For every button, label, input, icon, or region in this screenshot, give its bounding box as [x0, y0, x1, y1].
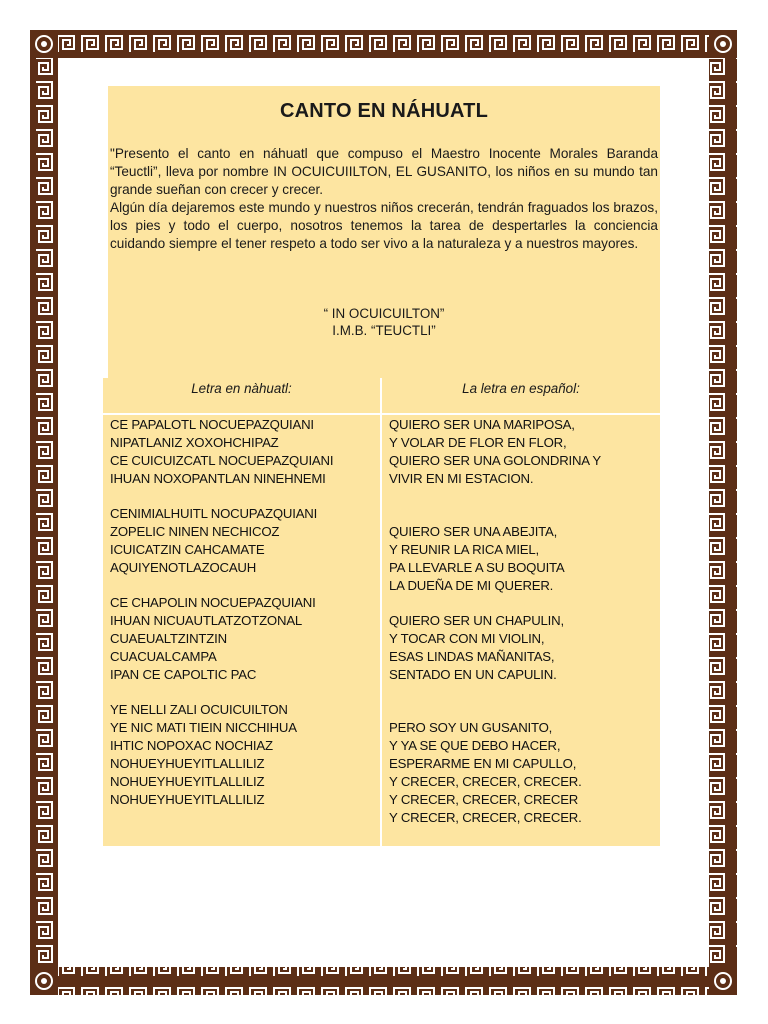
spanish-lyrics-column — [389, 416, 601, 827]
lyric-line: NOHUEYHUEYITLALLILIZ — [110, 792, 265, 807]
lyric-line: CE PAPALOTL NOCUEPAZQUIANI — [110, 417, 314, 432]
lyric-line: QUIERO SER UNA ABEJITA, — [389, 524, 558, 539]
lyric-line: NOHUEYHUEYITLALLILIZ — [110, 756, 265, 771]
signature-author: I.M.B. “TEUCTLI” — [332, 323, 436, 338]
lyric-line: IHTIC NOPOXAC NOCHIAZ — [110, 738, 273, 753]
header-nahuatl: Letra en nàhuatl: — [191, 381, 292, 396]
lyrics-table — [103, 378, 660, 846]
lyrics-stanza — [389, 416, 601, 488]
lyric-line: SENTADO EN UN CAPULIN. — [389, 667, 557, 682]
lyrics-stanza — [389, 719, 601, 827]
lyric-line: IHUAN NICUAUTLATZOTZONAL — [110, 613, 303, 628]
lyric-line: ICUICATZIN CAHCAMATE — [110, 542, 265, 557]
lyrics-stanza — [110, 416, 333, 488]
corner-ornament-icon — [709, 30, 737, 58]
lyric-line: Y CRECER, CRECER, CRECER — [389, 792, 579, 807]
lyric-line: AQUIYENOTLAZOCAUH — [110, 560, 257, 575]
lyric-line: Y CRECER, CRECER, CRECER. — [389, 810, 582, 825]
lyric-line: CE CHAPOLIN NOCUEPAZQUIANI — [110, 595, 316, 610]
lyrics-stanza — [110, 505, 333, 577]
intro-paragraph: "Presento el canto en náhuatl que compuso el Maestro Inocente Morales Baranda “Teuctli”, lleva por nombre IN OCUICUIILTON, EL GUSANITO, los niños en su mundo tan grande sueñan con crecer y crecer. — [110, 146, 658, 197]
lyric-line: ZOPELIC NINEN NECHICOZ — [110, 524, 280, 539]
intro-text — [110, 145, 658, 253]
lyric-line: QUIERO SER UN CHAPULIN, — [389, 613, 564, 628]
lyrics-stanza — [110, 594, 333, 684]
nahuatl-lyrics-column — [110, 416, 333, 809]
lyric-line: CE CUICUIZCATL NOCUEPAZQUIANI — [110, 453, 334, 468]
lyric-line: IPAN CE CAPOLTIC PAC — [110, 667, 257, 682]
lyric-line: CUACUALCAMPA — [110, 649, 217, 664]
lyric-line: Y TOCAR CON MI VIOLIN, — [389, 631, 545, 646]
lyric-line: Y YA SE QUE DEBO HACER, — [389, 738, 561, 753]
lyric-line: CUAEUALTZINTZIN — [110, 631, 227, 646]
lyrics-stanza — [110, 701, 333, 809]
lyric-line: VIVIR EN MI ESTACION. — [389, 471, 534, 486]
page-title: CANTO EN NÁHUATL — [279, 100, 488, 122]
lyric-line: QUIERO SER UNA GOLONDRINA Y — [389, 453, 601, 468]
header-spanish: La letra en español: — [462, 381, 580, 396]
intro-paragraph: Algún día dejaremos este mundo y nuestros niños crecerán, tendrán fraguados los brazos, los pies y todo el cuerpo, nosotros tenemos la tarea de despertarles la conciencia cuidando siempre el tener respeto a todo ser vivo a la naturaleza y a nuestros mayores. — [110, 200, 658, 251]
lyrics-stanza — [389, 523, 601, 595]
lyric-line: PERO SOY UN GUSANITO, — [389, 720, 553, 735]
lyric-line: YE NIC MATI TIEIN NICCHIHUA — [110, 720, 297, 735]
corner-ornament-icon — [30, 967, 58, 995]
lyric-line: QUIERO SER UNA MARIPOSA, — [389, 417, 575, 432]
lyric-line: NOHUEYHUEYITLALLILIZ — [110, 774, 265, 789]
signature — [108, 305, 660, 339]
lyric-line: LA DUEÑA DE MI QUERER. — [389, 578, 554, 593]
lyric-line: Y VOLAR DE FLOR EN FLOR, — [389, 435, 567, 450]
intro-panel — [108, 86, 660, 378]
lyric-line: IHUAN NOXOPANTLAN NINEHNEMI — [110, 471, 326, 486]
signature-song-name: “ IN OCUICUILTON” — [323, 306, 445, 321]
header-divider — [103, 413, 660, 415]
column-divider — [380, 378, 382, 846]
lyric-line: CENIMIALHUITL NOCUPAZQUIANI — [110, 506, 318, 521]
lyric-line: ESPERARME EN MI CAPULLO, — [389, 756, 577, 771]
lyric-line: PA LLEVARLE A SU BOQUITA — [389, 560, 565, 575]
lyric-line: NIPATLANIZ XOXOHCHIPAZ — [110, 435, 279, 450]
corner-ornament-icon — [30, 30, 58, 58]
lyrics-stanza — [389, 612, 601, 684]
corner-ornament-icon — [709, 967, 737, 995]
lyric-line: Y REUNIR LA RICA MIEL, — [389, 542, 539, 557]
lyric-line: Y CRECER, CRECER, CRECER. — [389, 774, 582, 789]
lyric-line: ESAS LINDAS MAÑANITAS, — [389, 649, 555, 664]
lyric-line: YE NELLI ZALI OCUICUILTON — [110, 702, 288, 717]
